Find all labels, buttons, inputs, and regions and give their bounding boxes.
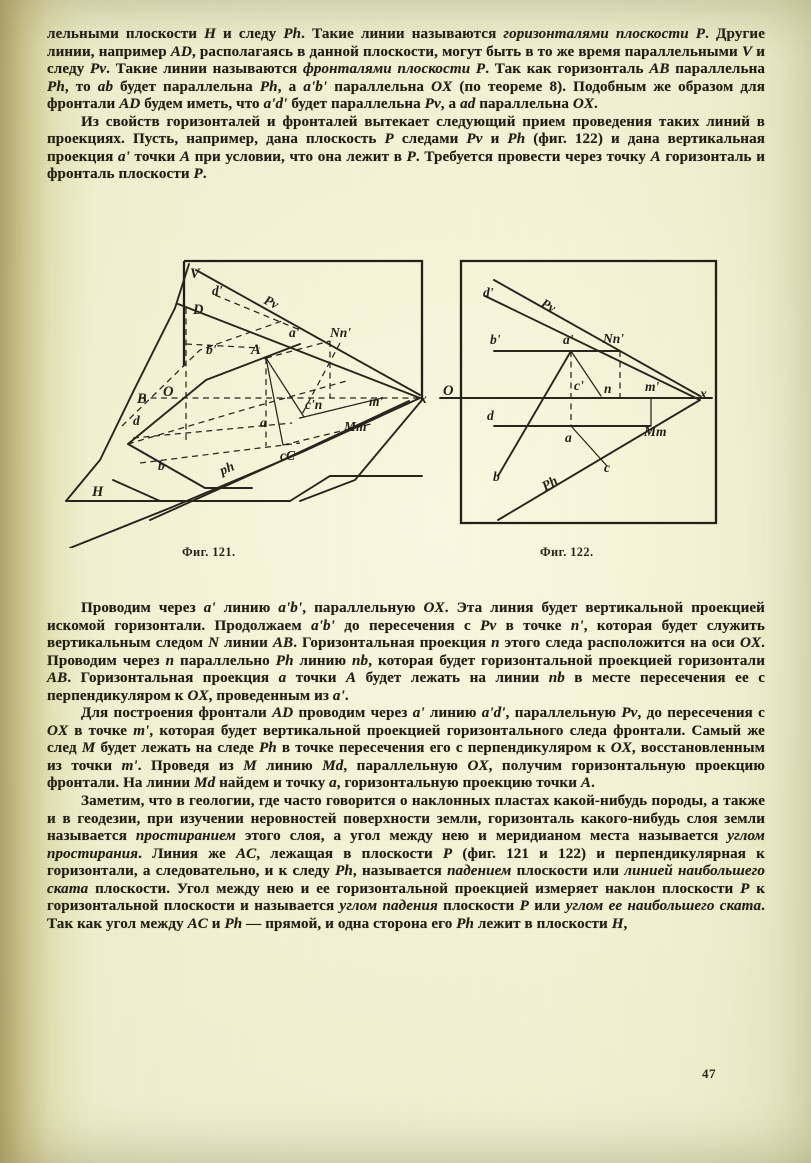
fig122-label-ph: Ph: [539, 472, 561, 494]
fig121-label-V: V: [190, 266, 200, 282]
fig122-label-O: O: [443, 383, 454, 399]
fig122-label-d: d: [487, 408, 494, 423]
fig121-label-b: b: [158, 458, 165, 473]
fig122-label-Mm: Mm: [644, 424, 667, 439]
fig121-label-cC: cC: [280, 448, 295, 463]
fig121-lower-band-2: [133, 423, 292, 438]
fig122-trace-pv: [494, 280, 700, 396]
fig122-segment-a-c: [571, 426, 607, 466]
fig122-label-pv: Pv: [538, 295, 559, 316]
fig122-trace-ph: [498, 400, 700, 520]
paragraph-3: Проводим через a' линию a'b', параллельную OX. Эта линия будет вертикальной проекцией искомой горизонтали. Продолжаем a'b' до пересечения с Pv в точке n', которая будет служить вертикальным следом N линии AB. Горизонтальная проекция n этого следа расположится на оси OX. Проводим через n параллельно Ph линию nb, которая будет горизонтальной проекцией горизонтали AB. Горизонтальная проекция a точки A будет лежать на линии nb в месте пересечения ее с перпендикуляром к OX, проведенным из a'.: [47, 600, 765, 704]
figures-region: [0, 248, 811, 578]
fig121-label-d: d: [133, 413, 140, 428]
fig121-label-H: H: [92, 484, 104, 500]
fig122-label-a: a: [565, 430, 572, 445]
figure-121-caption: Фиг. 121.: [182, 545, 236, 559]
fig121-label-cn: c'n: [305, 397, 323, 412]
fig121-label-mprime: m': [369, 394, 384, 409]
fig121-p-band-a: [128, 344, 300, 444]
fig121-label-B: B: [137, 391, 147, 407]
figure-121-and-122-drawing: [0, 248, 811, 548]
fig121-plane-left-edge: [66, 264, 189, 501]
fig122-label-mprime: m': [645, 379, 660, 394]
page-number: 47: [702, 1066, 716, 1081]
fig121-h-plane-right: [300, 400, 422, 501]
fig121-label-aprime: a': [289, 325, 300, 340]
fig121-dash-b-A: [186, 344, 260, 348]
fig121-label-Mm: Mm: [344, 419, 367, 434]
fig122-label-aprime: a': [563, 332, 574, 347]
paragraph-1: лельными плоскости H и следу Ph. Такие линии называются горизонталями плоскости P. Другие линии, например AD, располагаясь в данной плоскости, могут быть в то же время параллельными V и следу Pv. Такие линии называются фронталями плоскости P. Так как горизонталь AB параллельна Ph, то ab будет параллельна Ph, а a'b' параллельна OX (по теореме 8). Подобным же образом для фронтали AD будем иметь, что a'd' будет параллельна Pv, а ad параллельна OX.: [47, 26, 766, 113]
paragraph-4: Для построения фронтали AD проводим через a' линию a'd', параллельную Pv, до пересечения с OX в точке m', которая будет вертикальной проекцией горизонтального следа фронтали. Самый же след M будет лежать на следе Ph в точке пересечения его с перпендикуляром к OX, восстановленным из точки m'. Проведя из M линию Md, параллельную OX, получим горизонтальную проекцию фронтали. На линии Md найдем и точку a, горизонтальную проекцию точки A.: [47, 705, 765, 792]
page-text-column: [47, 26, 765, 184]
fig121-label-D: D: [193, 302, 204, 318]
fig122-line-d-prime: [485, 296, 700, 400]
fig121-label-ph: ph: [217, 458, 237, 478]
fig121-p-band-b: [128, 380, 350, 444]
fig121-label-pv: Pv: [261, 292, 282, 312]
fig122-label-Nn: Nn': [603, 331, 625, 346]
fig121-dash-A-Nn: [266, 341, 330, 358]
fig122-label-dprime: d': [483, 285, 494, 300]
paragraph-5: Заметим, что в геологии, где часто говорится о наклонных пластах какой-нибудь породы, а также и в геодезии, при изучении неровностей поверхности земли, горизонталь какого-нибудь слоя земли называется простиранием этого слоя, а угол между нею и меридианом места называется углом простирания. Линия же AC, лежащая в плоскости P (фиг. 121 и 122) и перпендикулярная к горизонтали, а следовательно, и к следу Ph, называется падением плоскости или линией наибольшего ската плоскости. Угол между нею и ее горизонтальной проекцией измеряет наклон плоскости P к горизонтальной плоскости и называется углом падения плоскости P или углом ее наибольшего ската. Так как угол между AC и Ph — прямой, и одна сторона его Ph лежит в плоскости H,: [47, 793, 765, 932]
figure-121: [66, 261, 427, 548]
figure-122: [440, 261, 716, 523]
fig121-label-a: a: [260, 415, 267, 430]
fig122-label-x: x: [700, 386, 707, 401]
fig121-p-band-d: [113, 480, 160, 501]
figure-captions-row: [0, 545, 811, 565]
fig122-label-n: n: [604, 381, 612, 396]
fig122-label-cprime: c': [574, 378, 584, 393]
fig121-label-A: A: [251, 342, 261, 358]
figure-122-caption: Фиг. 122.: [540, 545, 594, 559]
fig122-label-b: b: [493, 469, 500, 484]
fig121-label-x: x: [420, 391, 427, 406]
paragraph-2: Из свойств горизонталей и фронталей вытекает следующий прием проведения таких линий в проекциях. Пусть, например, дана плоскость P следами Pv и Ph (фиг. 122) и дана вертикальная проекция a' точки A при условии, что она лежит в P. Требуется провести через точку A горизонталь и фронталь плоскости P.: [47, 113, 766, 183]
fig121-trace-pv: [196, 270, 420, 395]
fig121-label-bprime: b': [206, 342, 217, 357]
fig121-label-dprime: d': [212, 283, 223, 298]
fig122-label-bprime: b': [490, 332, 501, 347]
fig121-dash-dprime: [215, 295, 300, 330]
fig121-label-Nn: Nn': [330, 325, 352, 340]
fig122-line-b: [498, 351, 571, 476]
page-text-column-lower: [47, 600, 765, 933]
fig122-label-c: c: [604, 460, 610, 475]
fig121-label-O: O: [163, 384, 174, 400]
